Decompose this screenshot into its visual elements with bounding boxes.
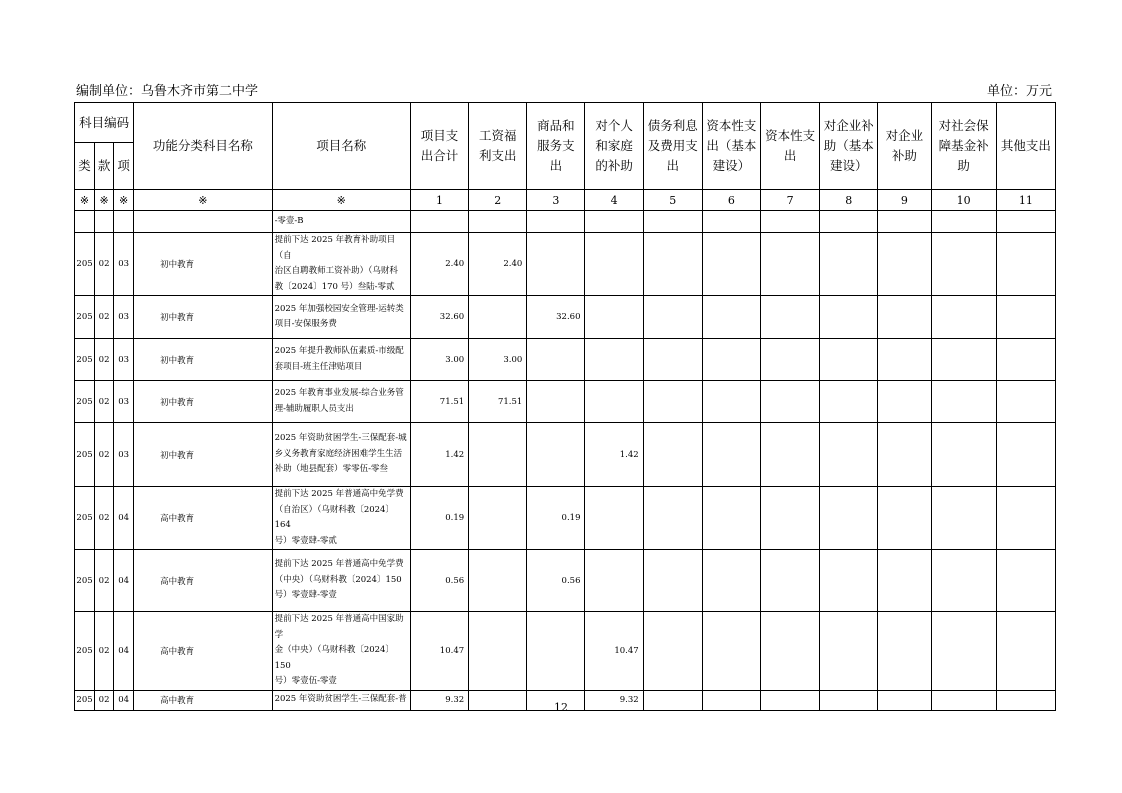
proj-name-line: （中央）（乌财科教〔2024〕150 <box>274 574 402 585</box>
lei-cell: 205 <box>75 233 95 296</box>
index-row <box>75 190 1056 211</box>
c2-cell <box>469 487 527 550</box>
c5-cell <box>643 487 702 550</box>
c11-cell <box>996 612 1055 691</box>
c11-cell <box>996 487 1055 550</box>
proj-name-line: 号）零壹伍-零壹 <box>274 676 337 686</box>
c8-cell <box>820 339 878 381</box>
header-c4: 对个人和家庭的补助 <box>585 103 643 190</box>
table-row <box>75 296 1056 339</box>
c8-cell <box>820 233 878 296</box>
c3-cell: 0.56 <box>527 550 585 612</box>
continuation-row <box>75 211 1056 233</box>
c3-cell: 32.60 <box>527 296 585 339</box>
c9-cell <box>878 296 931 339</box>
c2-cell: 3.00 <box>469 339 527 381</box>
c10-cell <box>931 381 996 423</box>
lei-cell: 205 <box>75 381 95 423</box>
c3-cell <box>527 339 585 381</box>
xiang-cell: 03 <box>114 233 134 296</box>
c7-cell <box>761 339 820 381</box>
proj-name-line: 2025 年教育事业发展-综合业务管 <box>274 388 404 398</box>
c9-cell <box>878 550 931 612</box>
kuan-cell: 02 <box>95 296 114 339</box>
total-cell: 9.32 <box>410 690 468 710</box>
proj-name-line: 理-辅助履职人员支出 <box>274 403 354 414</box>
xiang-cell: 03 <box>114 296 134 339</box>
header-c2: 工资福利支出 <box>469 103 527 190</box>
proj-name-line: 提前下达 2025 年教育补助项目（自 <box>274 235 396 261</box>
c4-cell: 1.42 <box>585 423 643 487</box>
c6-cell <box>702 381 760 423</box>
proj-name-line: 教〔2024〕170 号）叁陆-零贰 <box>274 281 395 292</box>
c3-cell <box>527 381 585 423</box>
kuan-cell: 02 <box>95 381 114 423</box>
header-c3: 商品和服务支出 <box>527 103 585 190</box>
unit-label: 单位：万元 <box>986 84 1052 99</box>
index-cell: 8 <box>820 190 878 211</box>
index-cell: 4 <box>585 190 643 211</box>
c2-cell <box>469 612 527 691</box>
index-cell: 2 <box>469 190 527 211</box>
total-cell: 3.00 <box>410 339 468 381</box>
kuan-cell: 02 <box>95 550 114 612</box>
c7-cell <box>761 296 820 339</box>
c8-cell <box>820 381 878 423</box>
proj-name-line: 2025 年资助贫困学生-三保配套-普 <box>274 694 407 705</box>
proj-name-line: 治区自聘教师工资补助）（乌财科 <box>274 266 398 276</box>
header-lei: 类 <box>75 143 95 190</box>
c4-cell <box>585 296 643 339</box>
c8-cell <box>820 487 878 550</box>
proj-name-line: 2025 年提升教师队伍素质-市级配 <box>274 346 404 356</box>
c2-cell: 2.40 <box>469 233 527 296</box>
c4-cell <box>585 487 643 550</box>
header-c7: 资本性支出 <box>761 103 820 190</box>
proj-name-cell <box>272 233 410 296</box>
index-cell: 1 <box>410 190 468 211</box>
func-name-cell: 初中教育 <box>134 339 272 381</box>
table-row <box>75 550 1056 612</box>
c5-cell <box>643 423 702 487</box>
index-cell: 11 <box>996 190 1055 211</box>
c4-cell <box>585 381 643 423</box>
c6-cell <box>702 487 760 550</box>
xiang-cell: 03 <box>114 339 134 381</box>
lei-cell: 205 <box>75 550 95 612</box>
xiang-cell: 04 <box>114 487 134 550</box>
c8-cell <box>820 612 878 691</box>
c9-cell <box>878 423 931 487</box>
index-cell: ※ <box>134 190 272 211</box>
header-func-name: 功能分类科目名称 <box>134 103 272 190</box>
proj-name-cell <box>272 381 410 423</box>
proj-name-cell <box>272 423 410 487</box>
c7-cell <box>761 233 820 296</box>
continuation-text: -零壹-B <box>272 211 410 233</box>
c9-cell <box>878 612 931 691</box>
proj-name-cell <box>272 487 410 550</box>
c10-cell <box>931 612 996 691</box>
func-name-cell: 高中教育 <box>134 690 272 710</box>
c6-cell <box>702 550 760 612</box>
index-cell: 6 <box>702 190 760 211</box>
proj-name-cell <box>272 550 410 612</box>
lei-cell: 205 <box>75 690 95 710</box>
c5-cell <box>643 550 702 612</box>
xiang-cell: 04 <box>114 690 134 710</box>
kuan-cell: 02 <box>95 233 114 296</box>
table-row <box>75 487 1056 550</box>
c5-cell <box>643 339 702 381</box>
total-cell: 0.56 <box>410 550 468 612</box>
c10-cell <box>931 339 996 381</box>
c5-cell <box>643 612 702 691</box>
header-c1: 项目支出合计 <box>410 103 468 190</box>
proj-name-cell <box>272 339 410 381</box>
budget-table <box>74 102 1056 711</box>
c4-cell: 9.32 <box>585 690 643 710</box>
xiang-cell: 03 <box>114 381 134 423</box>
c2-cell: 71.51 <box>469 381 527 423</box>
xiang-cell: 04 <box>114 612 134 691</box>
proj-name-line: 号）零壹肆-零贰 <box>274 535 337 546</box>
c10-cell <box>931 550 996 612</box>
c4-cell <box>585 550 643 612</box>
c3-cell <box>527 423 585 487</box>
c2-cell <box>469 550 527 612</box>
c6-cell <box>702 233 760 296</box>
c10-cell <box>931 233 996 296</box>
proj-name-line: 提前下达 2025 年普通高中免学费 <box>274 489 404 499</box>
proj-name-line: 2025 年加强校园安全管理-运转类 <box>274 303 404 314</box>
func-name-cell: 初中教育 <box>134 423 272 487</box>
xiang-cell: 04 <box>114 550 134 612</box>
proj-name-line: 提前下达 2025 年普通高中国家助学 <box>274 614 404 640</box>
header-c8: 对企业补助（基本建设） <box>820 103 878 190</box>
total-cell: 0.19 <box>410 487 468 550</box>
xiang-cell: 03 <box>114 423 134 487</box>
proj-name-line: 乡义务教育家庭经济困难学生生活 <box>274 448 403 459</box>
c4-cell <box>585 233 643 296</box>
total-cell: 1.42 <box>410 423 468 487</box>
c11-cell <box>996 233 1055 296</box>
proj-name-line: 补助（地县配套）零零伍-零叁 <box>274 464 388 475</box>
c6-cell <box>702 339 760 381</box>
header-proj-name: 项目名称 <box>272 103 410 190</box>
total-cell: 2.40 <box>410 233 468 296</box>
c9-cell <box>878 487 931 550</box>
c9-cell <box>878 381 931 423</box>
kuan-cell: 02 <box>95 423 114 487</box>
lei-cell: 205 <box>75 487 95 550</box>
index-cell: 10 <box>931 190 996 211</box>
table-row <box>75 233 1056 296</box>
c9-cell <box>878 233 931 296</box>
lei-cell: 205 <box>75 612 95 691</box>
c6-cell <box>702 612 760 691</box>
total-cell: 71.51 <box>410 381 468 423</box>
kuan-cell: 02 <box>95 339 114 381</box>
total-cell: 32.60 <box>410 296 468 339</box>
header-c9: 对企业补助 <box>878 103 931 190</box>
proj-name-cell <box>272 296 410 339</box>
func-name-cell: 高中教育 <box>134 612 272 691</box>
c7-cell <box>761 550 820 612</box>
c11-cell <box>996 296 1055 339</box>
index-cell: 5 <box>643 190 702 211</box>
page-number: 12 <box>554 701 568 714</box>
c2-cell <box>469 296 527 339</box>
table-row <box>75 612 1056 691</box>
c10-cell <box>931 423 996 487</box>
index-cell: 3 <box>527 190 585 211</box>
c5-cell <box>643 296 702 339</box>
c4-cell: 10.47 <box>585 612 643 691</box>
c9-cell <box>878 339 931 381</box>
index-cell: ※ <box>95 190 114 211</box>
table-row <box>75 381 1056 423</box>
c7-cell <box>761 487 820 550</box>
func-name-cell: 初中教育 <box>134 381 272 423</box>
kuan-cell: 02 <box>95 612 114 691</box>
c11-cell <box>996 550 1055 612</box>
kuan-cell: 02 <box>95 487 114 550</box>
header-c11: 其他支出 <box>996 103 1055 190</box>
header-c5: 债务利息及费用支出 <box>643 103 702 190</box>
c10-cell <box>931 487 996 550</box>
lei-cell: 205 <box>75 296 95 339</box>
index-cell: ※ <box>75 190 95 211</box>
c7-cell <box>761 423 820 487</box>
total-cell: 10.47 <box>410 612 468 691</box>
c5-cell <box>643 233 702 296</box>
proj-name-line: 套项目-班主任津贴项目 <box>274 361 363 372</box>
c11-cell <box>996 339 1055 381</box>
lei-cell: 205 <box>75 339 95 381</box>
header-kuan: 款 <box>95 143 114 190</box>
table-row <box>75 339 1056 381</box>
proj-name-line: 号）零壹肆-零壹 <box>274 590 337 601</box>
index-cell: ※ <box>114 190 134 211</box>
c7-cell <box>761 381 820 423</box>
org-label: 编制单位：乌鲁木齐市第二中学 <box>76 84 259 99</box>
func-name-cell: 高中教育 <box>134 550 272 612</box>
proj-name-line: （自治区）（乌财科教〔2024〕164 <box>274 504 394 530</box>
c3-cell <box>527 233 585 296</box>
c10-cell <box>931 296 996 339</box>
c5-cell <box>643 381 702 423</box>
func-name-cell: 初中教育 <box>134 233 272 296</box>
header-c10: 对社会保障基金补助 <box>931 103 996 190</box>
func-name-cell: 高中教育 <box>134 487 272 550</box>
proj-name-cell <box>272 612 410 691</box>
proj-name-line: 提前下达 2025 年普通高中免学费 <box>274 559 404 570</box>
proj-name-line: 项目-安保服务费 <box>274 319 337 329</box>
lei-cell: 205 <box>75 423 95 487</box>
c6-cell <box>702 423 760 487</box>
c11-cell <box>996 423 1055 487</box>
c6-cell <box>702 296 760 339</box>
c4-cell <box>585 339 643 381</box>
header-xiang: 项 <box>114 143 134 190</box>
c7-cell <box>761 612 820 691</box>
c8-cell <box>820 550 878 612</box>
index-cell: 7 <box>761 190 820 211</box>
c2-cell <box>469 423 527 487</box>
c8-cell <box>820 423 878 487</box>
header-code-group: 科目编码 <box>75 103 134 143</box>
func-name-cell: 初中教育 <box>134 296 272 339</box>
kuan-cell: 02 <box>95 690 114 710</box>
c11-cell <box>996 381 1055 423</box>
table-row <box>75 423 1056 487</box>
index-cell: 9 <box>878 190 931 211</box>
index-cell: ※ <box>272 190 410 211</box>
c3-cell <box>527 612 585 691</box>
header-c6: 资本性支出（基本建设） <box>702 103 760 190</box>
proj-name-line: 金（中央）（乌财科教〔2024〕150 <box>274 645 394 671</box>
proj-name-line: 2025 年资助贫困学生-三保配套-城 <box>274 433 407 444</box>
c3-cell: 0.19 <box>527 487 585 550</box>
c8-cell <box>820 296 878 339</box>
